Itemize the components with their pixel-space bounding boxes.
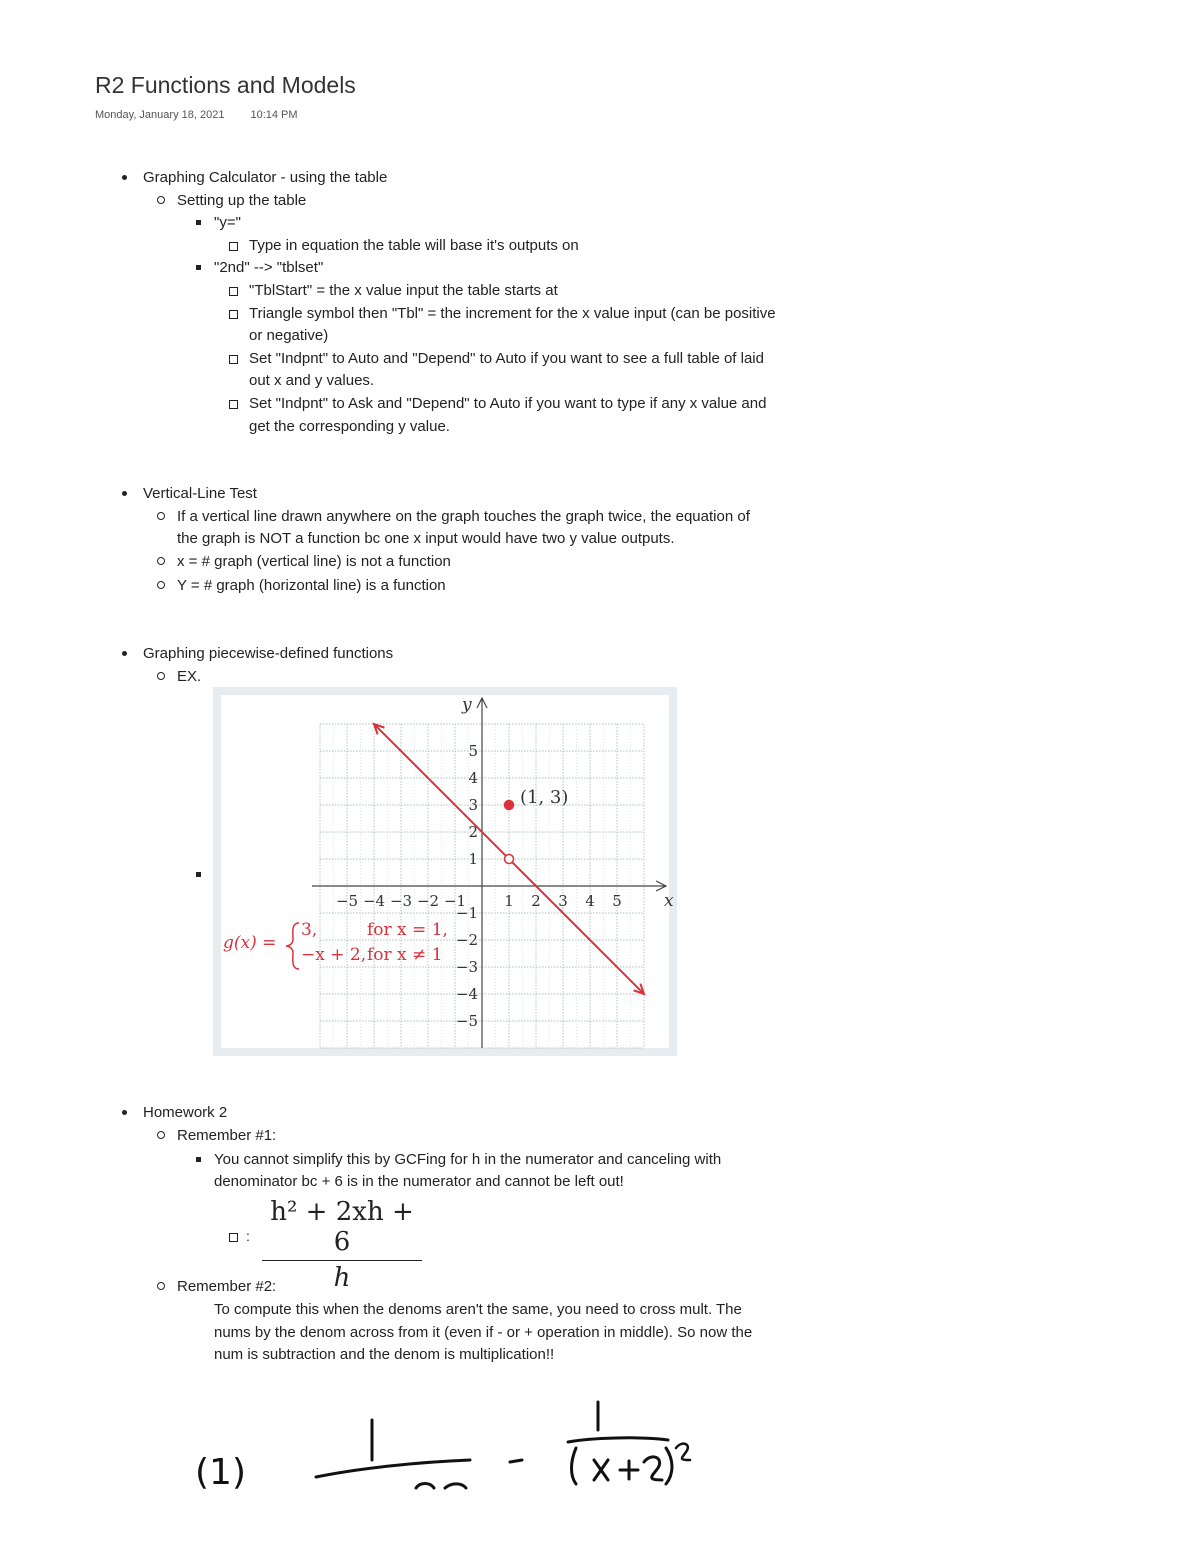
x-tick-label: 4: [585, 892, 595, 910]
x-tick-label: −3: [389, 892, 413, 910]
y-tick-label: −3: [455, 958, 478, 976]
x-tick-label: 5: [612, 892, 622, 910]
hw-r1-note-1: You cannot simplify this by GCFing for h in the numerator and canceling with: [214, 1151, 722, 1168]
ink-stroke: [416, 1484, 434, 1489]
calc-tblset: "2nd" --> "tblset": [214, 259, 324, 276]
hw-r2-note-3: num is subtraction and the denom is multiplication!!: [214, 1346, 555, 1363]
y-tick-label: 3: [468, 796, 478, 814]
vlt-y-eq: Y = # graph (horizontal line) is a function: [177, 577, 446, 594]
x-tick-label: 2: [531, 892, 541, 910]
x-tick-label: −4: [362, 892, 386, 910]
hw-r2-note-1: To compute this when the denoms aren't the same, you need to cross mult. The: [214, 1301, 742, 1318]
hw-r1-note-2: denominator bc + 6 is in the numerator and cannot be left out!: [214, 1173, 624, 1190]
ink-stroke: [572, 1448, 577, 1484]
x-tick-label: −2: [416, 892, 440, 910]
y-tick-label: −5: [455, 1012, 478, 1030]
x-axis-label: x: [664, 891, 674, 911]
calc-ask-1: Set "Indpnt" to Ask and "Depend" to Auto if you want to type if any x value and: [249, 395, 767, 412]
formula-case2-value: −x + 2,: [301, 945, 367, 965]
y-tick-label: −4: [455, 985, 478, 1003]
formula-case1-condition: for x = 1,: [367, 920, 448, 940]
vlt-heading: Vertical-Line Test: [143, 485, 257, 502]
chart-axes: [312, 695, 674, 1048]
calc-auto-2: out x and y values.: [249, 372, 375, 389]
calc-y-eq-note: Type in equation the table will base it's outputs on: [249, 237, 579, 254]
hw-fraction: [262, 1197, 422, 1293]
fraction-numerator: h² + 2xh + 6: [262, 1197, 422, 1261]
y-tick-label: −2: [455, 931, 478, 949]
hw-heading: Homework 2: [143, 1104, 228, 1121]
y-tick-label: −1: [455, 904, 478, 922]
formula-case1-value: 3,: [301, 920, 318, 940]
ink-stroke: [666, 1448, 672, 1484]
point-open: [505, 855, 514, 864]
calc-triangle-2: or negative): [249, 327, 329, 344]
vlt-desc-1: If a vertical line drawn anywhere on the graph touches the graph twice, the equation of: [177, 508, 750, 525]
piecewise-chart: [221, 695, 674, 1048]
page-time: 10:14 PM: [250, 109, 298, 121]
hw-r2-note-2: nums by the denom across from it (even if - or + operation in middle). So now the: [214, 1324, 753, 1341]
formula-brace: [286, 923, 299, 969]
piecewise-heading: Graphing piecewise-defined functions: [143, 645, 394, 662]
y-axis-label: y: [462, 695, 472, 715]
page-meta: [95, 109, 298, 121]
ink-stroke: [594, 1460, 608, 1480]
vlt-desc-2: the graph is NOT a function bc one x input would have two y value outputs.: [177, 530, 675, 547]
vlt-x-eq: x = # graph (vertical line) is not a function: [177, 553, 451, 570]
calc-heading: Graphing Calculator - using the table: [143, 169, 388, 186]
graph-frame: [213, 687, 677, 1056]
page-date: Monday, January 18, 2021: [95, 109, 225, 121]
calc-ask-2: get the corresponding y value.: [249, 418, 450, 435]
ink-stroke: [620, 1461, 638, 1479]
fraction-denominator: h: [333, 1263, 351, 1293]
piecewise-ex: EX.: [177, 668, 202, 685]
point-filled: [505, 801, 514, 810]
hw-remember-2: Remember #2:: [177, 1278, 277, 1295]
hw-remember-1: Remember #1:: [177, 1127, 277, 1144]
calc-tblstart: "TblStart" = the x value input the table starts at: [249, 282, 558, 299]
ink-stroke: [676, 1444, 690, 1460]
formula-case2-condition: for x ≠ 1: [367, 945, 443, 965]
page-title: R2 Functions and Models: [95, 72, 356, 98]
ink-stroke: [316, 1460, 470, 1477]
y-tick-label: 2: [468, 823, 478, 841]
calc-setup: Setting up the table: [177, 192, 307, 209]
x-tick-label: −5: [335, 892, 359, 910]
x-tick-label: 1: [504, 892, 514, 910]
point-label: (1, 3): [520, 787, 569, 808]
y-tick-label: 4: [468, 769, 478, 787]
fraction-colon: :: [246, 1228, 250, 1244]
y-tick-label: 1: [468, 850, 478, 868]
calc-y-eq: "y=": [214, 214, 241, 231]
x-tick-label: 3: [558, 892, 568, 910]
ink-stroke: [568, 1438, 668, 1442]
y-tick-label: 5: [468, 742, 478, 760]
ink-stroke: [445, 1484, 466, 1488]
handwritten-label: (1): [195, 1452, 246, 1493]
formula-lhs: g(x) =: [223, 933, 277, 953]
x-tick-label: −1: [443, 892, 467, 910]
calc-auto-1: Set "Indpnt" to Auto and "Depend" to Auto if you want to see a full table of laid: [249, 350, 764, 367]
calc-triangle-1: Triangle symbol then "Tbl" = the increment for the x value input (can be positive: [249, 305, 776, 322]
ink-stroke: [510, 1460, 522, 1462]
ink-stroke: [644, 1457, 662, 1480]
chart-formula: [223, 920, 448, 969]
graph-panel: [221, 695, 674, 1048]
